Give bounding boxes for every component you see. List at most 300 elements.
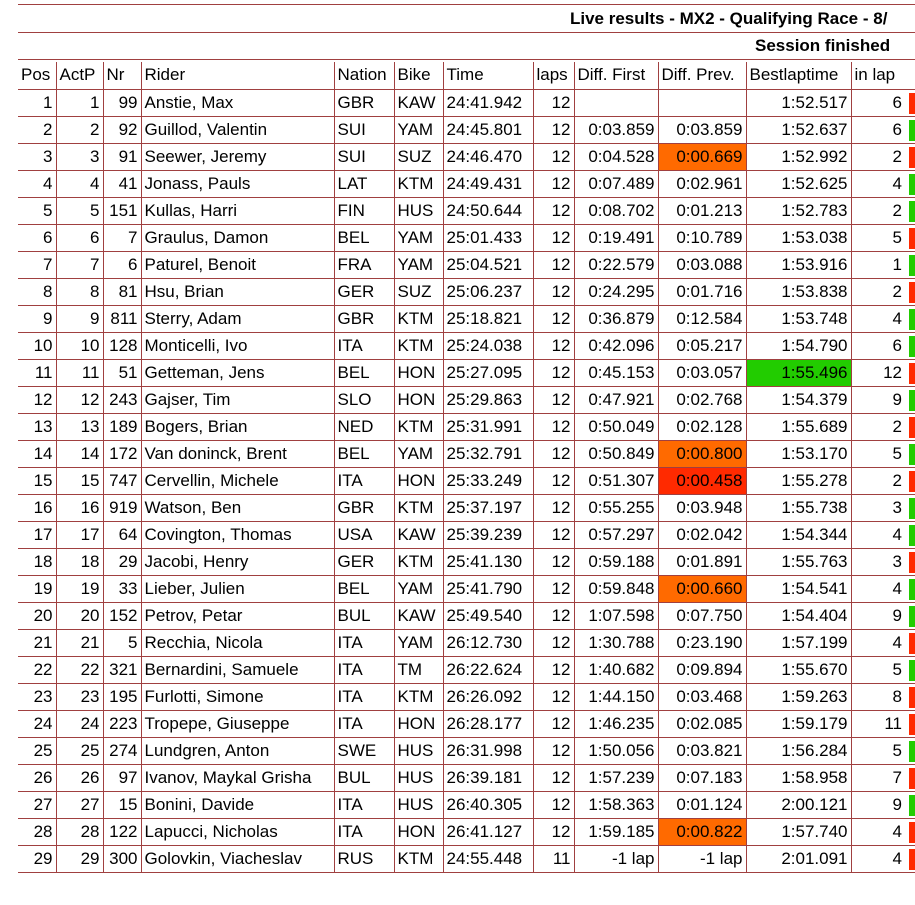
in-lap-value: 12 xyxy=(883,362,902,382)
cell-diff-first: 0:50.049 xyxy=(574,413,658,440)
cell-time: 26:26.092 xyxy=(443,683,533,710)
in-lap-value: 2 xyxy=(892,470,902,490)
cell-pos: 20 xyxy=(18,602,56,629)
cell-in-lap xyxy=(851,278,915,305)
table-row xyxy=(18,791,915,818)
cell-nr: 99 xyxy=(103,89,141,116)
cell-rider: Graulus, Damon xyxy=(141,224,334,251)
cell-in-lap xyxy=(851,791,915,818)
cell-time: 25:49.540 xyxy=(443,602,533,629)
in-lap-value: 2 xyxy=(892,200,902,220)
cell-nr: 5 xyxy=(103,629,141,656)
cell-pos: 9 xyxy=(18,305,56,332)
col-laps: laps xyxy=(533,62,574,89)
table-row xyxy=(18,170,915,197)
cell-actp: 13 xyxy=(56,413,103,440)
trend-indicator xyxy=(909,282,915,303)
cell-diff-prev: 0:03.468 xyxy=(658,683,746,710)
cell-diff-first: 0:19.491 xyxy=(574,224,658,251)
table-row xyxy=(18,440,915,467)
cell-pos: 18 xyxy=(18,548,56,575)
cell-laps: 12 xyxy=(533,170,574,197)
cell-diff-prev: 0:03.821 xyxy=(658,737,746,764)
cell-nation: GBR xyxy=(334,89,394,116)
cell-actp: 12 xyxy=(56,386,103,413)
cell-diff-first: 0:22.579 xyxy=(574,251,658,278)
col-pos: Pos xyxy=(18,62,56,89)
cell-nr: 128 xyxy=(103,332,141,359)
cell-diff-first: 0:08.702 xyxy=(574,197,658,224)
cell-nation: ITA xyxy=(334,818,394,845)
table-row xyxy=(18,494,915,521)
trend-indicator xyxy=(909,363,915,384)
cell-rider: Lundgren, Anton xyxy=(141,737,334,764)
cell-diff-prev: 0:01.124 xyxy=(658,791,746,818)
col-diff-prev: Diff. Prev. xyxy=(658,62,746,89)
cell-bike: YAM xyxy=(394,116,443,143)
in-lap-value: 9 xyxy=(892,389,902,409)
cell-nr: 747 xyxy=(103,467,141,494)
table-row xyxy=(18,224,915,251)
cell-diff-prev: 0:09.894 xyxy=(658,656,746,683)
cell-bike: KTM xyxy=(394,332,443,359)
cell-rider: Tropepe, Giuseppe xyxy=(141,710,334,737)
cell-in-lap xyxy=(851,467,915,494)
in-lap-value: 4 xyxy=(892,524,902,544)
cell-bestlaptime: 1:55.496 xyxy=(746,359,851,386)
cell-actp: 10 xyxy=(56,332,103,359)
cell-nr: 64 xyxy=(103,521,141,548)
cell-pos: 26 xyxy=(18,764,56,791)
cell-in-lap xyxy=(851,224,915,251)
cell-bestlaptime: 1:57.740 xyxy=(746,818,851,845)
cell-nation: GER xyxy=(334,278,394,305)
cell-actp: 5 xyxy=(56,197,103,224)
cell-pos: 24 xyxy=(18,710,56,737)
cell-time: 26:22.624 xyxy=(443,656,533,683)
cell-bike: YAM xyxy=(394,224,443,251)
cell-in-lap xyxy=(851,440,915,467)
cell-pos: 17 xyxy=(18,521,56,548)
cell-actp: 21 xyxy=(56,629,103,656)
cell-diff-prev: 0:00.660 xyxy=(658,575,746,602)
cell-bestlaptime: 1:55.278 xyxy=(746,467,851,494)
cell-nr: 91 xyxy=(103,143,141,170)
cell-pos: 22 xyxy=(18,656,56,683)
cell-nation: BUL xyxy=(334,602,394,629)
cell-actp: 3 xyxy=(56,143,103,170)
cell-diff-prev: 0:23.190 xyxy=(658,629,746,656)
cell-time: 25:04.521 xyxy=(443,251,533,278)
cell-rider: Bonini, Davide xyxy=(141,791,334,818)
cell-diff-prev: 0:02.961 xyxy=(658,170,746,197)
cell-actp: 25 xyxy=(56,737,103,764)
cell-nation: ITA xyxy=(334,332,394,359)
cell-actp: 23 xyxy=(56,683,103,710)
cell-time: 25:18.821 xyxy=(443,305,533,332)
cell-nation: ITA xyxy=(334,656,394,683)
cell-rider: Hsu, Brian xyxy=(141,278,334,305)
in-lap-value: 5 xyxy=(892,659,902,679)
cell-rider: Jonass, Pauls xyxy=(141,170,334,197)
cell-laps: 12 xyxy=(533,494,574,521)
cell-bike: SUZ xyxy=(394,278,443,305)
trend-indicator xyxy=(909,606,915,627)
cell-in-lap xyxy=(851,683,915,710)
cell-diff-prev: 0:05.217 xyxy=(658,332,746,359)
cell-nation: SUI xyxy=(334,116,394,143)
cell-diff-prev: 0:02.042 xyxy=(658,521,746,548)
cell-time: 25:32.791 xyxy=(443,440,533,467)
cell-pos: 5 xyxy=(18,197,56,224)
cell-rider: Monticelli, Ivo xyxy=(141,332,334,359)
cell-in-lap xyxy=(851,845,915,872)
cell-rider: Getteman, Jens xyxy=(141,359,334,386)
trend-indicator xyxy=(909,417,915,438)
table-row xyxy=(18,467,915,494)
cell-diff-prev: 0:07.183 xyxy=(658,764,746,791)
cell-pos: 7 xyxy=(18,251,56,278)
cell-nation: NED xyxy=(334,413,394,440)
cell-nr: 41 xyxy=(103,170,141,197)
in-lap-value: 5 xyxy=(892,443,902,463)
cell-laps: 12 xyxy=(533,548,574,575)
cell-in-lap xyxy=(851,602,915,629)
cell-nr: 97 xyxy=(103,764,141,791)
table-row xyxy=(18,278,915,305)
cell-bestlaptime: 1:54.541 xyxy=(746,575,851,602)
cell-diff-first: 0:36.879 xyxy=(574,305,658,332)
cell-diff-first: 1:50.056 xyxy=(574,737,658,764)
in-lap-value: 5 xyxy=(892,740,902,760)
cell-nr: 6 xyxy=(103,251,141,278)
cell-actp: 11 xyxy=(56,359,103,386)
col-nr: Nr xyxy=(103,62,141,89)
in-lap-value: 2 xyxy=(892,281,902,301)
cell-diff-prev: 0:03.088 xyxy=(658,251,746,278)
cell-nr: 919 xyxy=(103,494,141,521)
cell-actp: 9 xyxy=(56,305,103,332)
cell-in-lap xyxy=(851,629,915,656)
in-lap-value: 2 xyxy=(892,416,902,436)
cell-nr: 51 xyxy=(103,359,141,386)
cell-in-lap xyxy=(851,116,915,143)
cell-in-lap xyxy=(851,197,915,224)
cell-bestlaptime: 1:57.199 xyxy=(746,629,851,656)
cell-in-lap xyxy=(851,413,915,440)
table-row xyxy=(18,737,915,764)
cell-time: 25:06.237 xyxy=(443,278,533,305)
cell-time: 26:28.177 xyxy=(443,710,533,737)
table-row xyxy=(18,548,915,575)
cell-bestlaptime: 1:55.670 xyxy=(746,656,851,683)
cell-diff-prev: 0:03.948 xyxy=(658,494,746,521)
cell-actp: 4 xyxy=(56,170,103,197)
cell-bike: YAM xyxy=(394,575,443,602)
cell-time: 25:01.433 xyxy=(443,224,533,251)
cell-bestlaptime: 1:55.738 xyxy=(746,494,851,521)
cell-bestlaptime: 1:54.344 xyxy=(746,521,851,548)
cell-time: 24:50.644 xyxy=(443,197,533,224)
cell-diff-first: 0:57.297 xyxy=(574,521,658,548)
cell-pos: 28 xyxy=(18,818,56,845)
cell-diff-prev: 0:00.458 xyxy=(658,467,746,494)
cell-time: 26:31.998 xyxy=(443,737,533,764)
trend-indicator xyxy=(909,444,915,465)
cell-time: 26:40.305 xyxy=(443,791,533,818)
cell-actp: 7 xyxy=(56,251,103,278)
cell-actp: 18 xyxy=(56,548,103,575)
cell-nr: 92 xyxy=(103,116,141,143)
cell-bestlaptime: 1:53.038 xyxy=(746,224,851,251)
cell-bestlaptime: 1:53.916 xyxy=(746,251,851,278)
cell-laps: 12 xyxy=(533,521,574,548)
cell-pos: 23 xyxy=(18,683,56,710)
cell-actp: 16 xyxy=(56,494,103,521)
cell-diff-prev: 0:01.716 xyxy=(658,278,746,305)
trend-indicator xyxy=(909,849,915,870)
cell-diff-prev: 0:12.584 xyxy=(658,305,746,332)
cell-time: 25:29.863 xyxy=(443,386,533,413)
cell-bestlaptime: 1:52.625 xyxy=(746,170,851,197)
in-lap-value: 11 xyxy=(884,713,902,733)
page-title: Live results - MX2 - Qualifying Race - 8/ xyxy=(570,9,888,28)
cell-diff-prev: 0:02.128 xyxy=(658,413,746,440)
table-row xyxy=(18,143,915,170)
cell-actp: 29 xyxy=(56,845,103,872)
col-diff-first: Diff. First xyxy=(574,62,658,89)
cell-bike: HON xyxy=(394,710,443,737)
cell-time: 24:55.448 xyxy=(443,845,533,872)
cell-diff-prev: 0:10.789 xyxy=(658,224,746,251)
cell-nr: 300 xyxy=(103,845,141,872)
cell-time: 24:41.942 xyxy=(443,89,533,116)
cell-time: 24:49.431 xyxy=(443,170,533,197)
cell-nation: BEL xyxy=(334,359,394,386)
cell-pos: 21 xyxy=(18,629,56,656)
cell-bike: KTM xyxy=(394,494,443,521)
cell-nation: GER xyxy=(334,548,394,575)
cell-nr: 81 xyxy=(103,278,141,305)
cell-nation: FRA xyxy=(334,251,394,278)
trend-indicator xyxy=(909,147,915,168)
cell-laps: 12 xyxy=(533,332,574,359)
cell-bestlaptime: 1:54.790 xyxy=(746,332,851,359)
cell-time: 25:41.790 xyxy=(443,575,533,602)
cell-pos: 16 xyxy=(18,494,56,521)
table-row xyxy=(18,818,915,845)
cell-diff-first: 1:30.788 xyxy=(574,629,658,656)
table-row xyxy=(18,629,915,656)
cell-bike: YAM xyxy=(394,251,443,278)
cell-rider: Watson, Ben xyxy=(141,494,334,521)
cell-bike: YAM xyxy=(394,440,443,467)
cell-bestlaptime: 2:01.091 xyxy=(746,845,851,872)
cell-nation: USA xyxy=(334,521,394,548)
in-lap-value: 9 xyxy=(892,794,902,814)
cell-bestlaptime: 1:58.958 xyxy=(746,764,851,791)
cell-rider: Gajser, Tim xyxy=(141,386,334,413)
cell-nation: ITA xyxy=(334,683,394,710)
cell-in-lap xyxy=(851,521,915,548)
cell-rider: Golovkin, Viacheslav xyxy=(141,845,334,872)
cell-bestlaptime: 1:52.783 xyxy=(746,197,851,224)
cell-diff-prev: 0:02.768 xyxy=(658,386,746,413)
in-lap-value: 8 xyxy=(892,686,902,706)
results-table xyxy=(18,62,915,873)
cell-nation: GBR xyxy=(334,305,394,332)
in-lap-value: 4 xyxy=(892,821,902,841)
in-lap-value: 4 xyxy=(892,848,902,868)
cell-pos: 14 xyxy=(18,440,56,467)
trend-indicator xyxy=(909,390,915,411)
cell-nr: 29 xyxy=(103,548,141,575)
cell-bike: TM xyxy=(394,656,443,683)
cell-nr: 172 xyxy=(103,440,141,467)
trend-indicator xyxy=(909,579,915,600)
in-lap-value: 4 xyxy=(892,632,902,652)
in-lap-value: 5 xyxy=(892,227,902,247)
cell-laps: 12 xyxy=(533,359,574,386)
cell-nation: RUS xyxy=(334,845,394,872)
trend-indicator xyxy=(909,741,915,762)
trend-indicator xyxy=(909,714,915,735)
cell-diff-first: 0:51.307 xyxy=(574,467,658,494)
cell-nation: BEL xyxy=(334,575,394,602)
in-lap-value: 4 xyxy=(892,578,902,598)
cell-time: 25:33.249 xyxy=(443,467,533,494)
trend-indicator xyxy=(909,228,915,249)
cell-actp: 22 xyxy=(56,656,103,683)
cell-pos: 4 xyxy=(18,170,56,197)
cell-actp: 19 xyxy=(56,575,103,602)
col-in-lap: in lap xyxy=(851,62,915,89)
cell-in-lap xyxy=(851,170,915,197)
cell-nation: SWE xyxy=(334,737,394,764)
table-row xyxy=(18,116,915,143)
trend-indicator xyxy=(909,633,915,654)
cell-laps: 12 xyxy=(533,467,574,494)
cell-laps: 12 xyxy=(533,575,574,602)
cell-laps: 12 xyxy=(533,305,574,332)
cell-rider: Guillod, Valentin xyxy=(141,116,334,143)
cell-nr: 33 xyxy=(103,575,141,602)
cell-pos: 10 xyxy=(18,332,56,359)
cell-laps: 12 xyxy=(533,683,574,710)
cell-diff-first: 0:55.255 xyxy=(574,494,658,521)
cell-rider: Lieber, Julien xyxy=(141,575,334,602)
cell-laps: 12 xyxy=(533,629,574,656)
cell-nation: ITA xyxy=(334,791,394,818)
in-lap-value: 2 xyxy=(892,146,902,166)
cell-nation: GBR xyxy=(334,494,394,521)
session-status: Session finished xyxy=(755,36,891,55)
cell-rider: Kullas, Harri xyxy=(141,197,334,224)
cell-diff-first: 0:59.848 xyxy=(574,575,658,602)
cell-diff-prev: 0:01.891 xyxy=(658,548,746,575)
trend-indicator xyxy=(909,174,915,195)
cell-nation: LAT xyxy=(334,170,394,197)
cell-actp: 27 xyxy=(56,791,103,818)
cell-nr: 321 xyxy=(103,656,141,683)
cell-bike: YAM xyxy=(394,629,443,656)
cell-in-lap xyxy=(851,737,915,764)
cell-time: 26:41.127 xyxy=(443,818,533,845)
cell-bike: KAW xyxy=(394,89,443,116)
cell-time: 26:12.730 xyxy=(443,629,533,656)
cell-laps: 12 xyxy=(533,197,574,224)
cell-diff-first: 1:46.235 xyxy=(574,710,658,737)
cell-bike: HUS xyxy=(394,197,443,224)
cell-bike: KTM xyxy=(394,305,443,332)
cell-bestlaptime: 1:59.263 xyxy=(746,683,851,710)
cell-diff-first xyxy=(574,89,658,116)
cell-bestlaptime: 1:54.379 xyxy=(746,386,851,413)
cell-nation: BEL xyxy=(334,224,394,251)
cell-nr: 811 xyxy=(103,305,141,332)
cell-laps: 12 xyxy=(533,224,574,251)
in-lap-value: 1 xyxy=(892,254,902,274)
trend-indicator xyxy=(909,822,915,843)
cell-actp: 8 xyxy=(56,278,103,305)
cell-laps: 12 xyxy=(533,143,574,170)
cell-in-lap xyxy=(851,89,915,116)
table-row xyxy=(18,359,915,386)
cell-rider: Bernardini, Samuele xyxy=(141,656,334,683)
cell-nation: ITA xyxy=(334,629,394,656)
cell-bike: HON xyxy=(394,386,443,413)
table-row xyxy=(18,710,915,737)
cell-actp: 20 xyxy=(56,602,103,629)
cell-bestlaptime: 1:53.748 xyxy=(746,305,851,332)
cell-bike: KTM xyxy=(394,170,443,197)
cell-diff-first: 0:03.859 xyxy=(574,116,658,143)
table-row xyxy=(18,845,915,872)
col-actp: ActP xyxy=(56,62,103,89)
cell-actp: 17 xyxy=(56,521,103,548)
col-bike: Bike xyxy=(394,62,443,89)
cell-pos: 1 xyxy=(18,89,56,116)
cell-rider: Sterry, Adam xyxy=(141,305,334,332)
trend-indicator xyxy=(909,498,915,519)
cell-pos: 6 xyxy=(18,224,56,251)
trend-indicator xyxy=(909,795,915,816)
cell-nation: SLO xyxy=(334,386,394,413)
cell-rider: Paturel, Benoit xyxy=(141,251,334,278)
cell-diff-prev: 0:00.669 xyxy=(658,143,746,170)
cell-laps: 12 xyxy=(533,89,574,116)
table-row xyxy=(18,332,915,359)
cell-in-lap xyxy=(851,305,915,332)
cell-bestlaptime: 1:53.170 xyxy=(746,440,851,467)
cell-nation: SUI xyxy=(334,143,394,170)
cell-in-lap xyxy=(851,359,915,386)
cell-diff-prev: 0:00.800 xyxy=(658,440,746,467)
cell-pos: 27 xyxy=(18,791,56,818)
trend-indicator xyxy=(909,255,915,276)
cell-in-lap xyxy=(851,710,915,737)
cell-nation: FIN xyxy=(334,197,394,224)
cell-diff-prev: 0:00.822 xyxy=(658,818,746,845)
cell-rider: Jacobi, Henry xyxy=(141,548,334,575)
cell-bestlaptime: 1:55.689 xyxy=(746,413,851,440)
cell-in-lap xyxy=(851,386,915,413)
cell-nr: 15 xyxy=(103,791,141,818)
cell-bestlaptime: 1:55.763 xyxy=(746,548,851,575)
cell-pos: 2 xyxy=(18,116,56,143)
cell-time: 26:39.181 xyxy=(443,764,533,791)
cell-diff-prev: 0:07.750 xyxy=(658,602,746,629)
